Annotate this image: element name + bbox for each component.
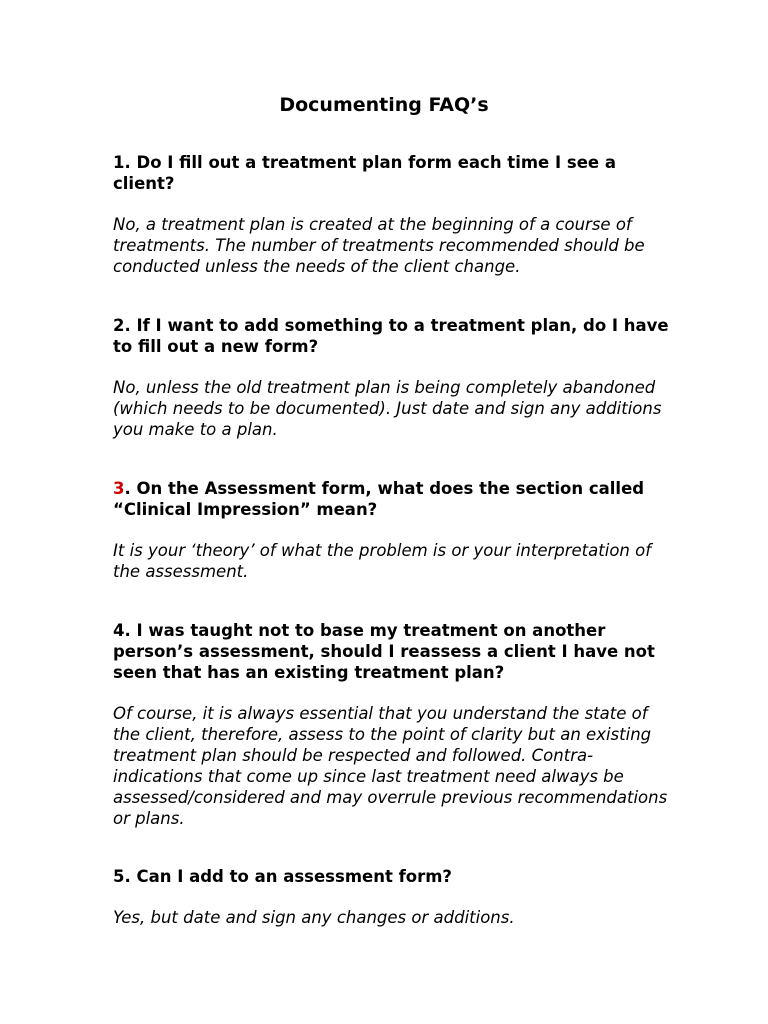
faq-answer: It is your ‘theory’ of what the problem is or your interpretation of the assessment. xyxy=(113,541,652,581)
question-text: . Do I fill out a treatment plan form each time I see a client? xyxy=(113,153,616,193)
faq-item-3 xyxy=(113,478,673,582)
question-number: 2 xyxy=(113,316,125,335)
faq-answer: No, a treatment plan is created at the beginning of a course of treatments. The number of treatments recommended should be conducted unless the needs of the client change. xyxy=(113,215,645,276)
faq-question xyxy=(113,866,673,887)
faq-answer: Of course, it is always essential that you understand the state of the client, therefore, assess to the point of clarity but an existing treatment plan should be respected and followed. Contra-indications that come up since last treatment need always be assessed/considered and may overrule previous recommendations or plans. xyxy=(113,704,668,828)
faq-answer: Yes, but date and sign any changes or additions. xyxy=(113,908,515,927)
faq-answer: No, unless the old treatment plan is being completely abandoned (which needs to be documented). Just date and sign any additions you make to a plan. xyxy=(113,378,662,439)
question-number: 5 xyxy=(113,867,125,886)
faq-item-2 xyxy=(113,315,673,440)
question-number: 4 xyxy=(113,621,125,640)
question-number: 3 xyxy=(113,479,125,498)
faq-question xyxy=(113,152,673,194)
question-text: . I was taught not to base my treatment on another person’s assessment, should I reassess a client I have not seen that has an existing treatment plan? xyxy=(113,621,655,682)
faq-item-1 xyxy=(113,152,673,277)
question-text: . Can I add to an assessment form? xyxy=(124,867,452,886)
faq-question xyxy=(113,478,673,520)
faq-item-5 xyxy=(113,866,673,928)
faq-item-4 xyxy=(113,620,673,829)
question-number: 1 xyxy=(113,153,125,172)
question-text: . On the Assessment form, what does the section called “Clinical Impression” mean? xyxy=(113,479,645,519)
faq-question xyxy=(113,620,673,683)
question-text: . If I want to add something to a treatment plan, do I have to fill out a new form? xyxy=(113,316,669,356)
faq-question xyxy=(113,315,673,357)
document-title: Documenting FAQ’s xyxy=(279,94,489,116)
